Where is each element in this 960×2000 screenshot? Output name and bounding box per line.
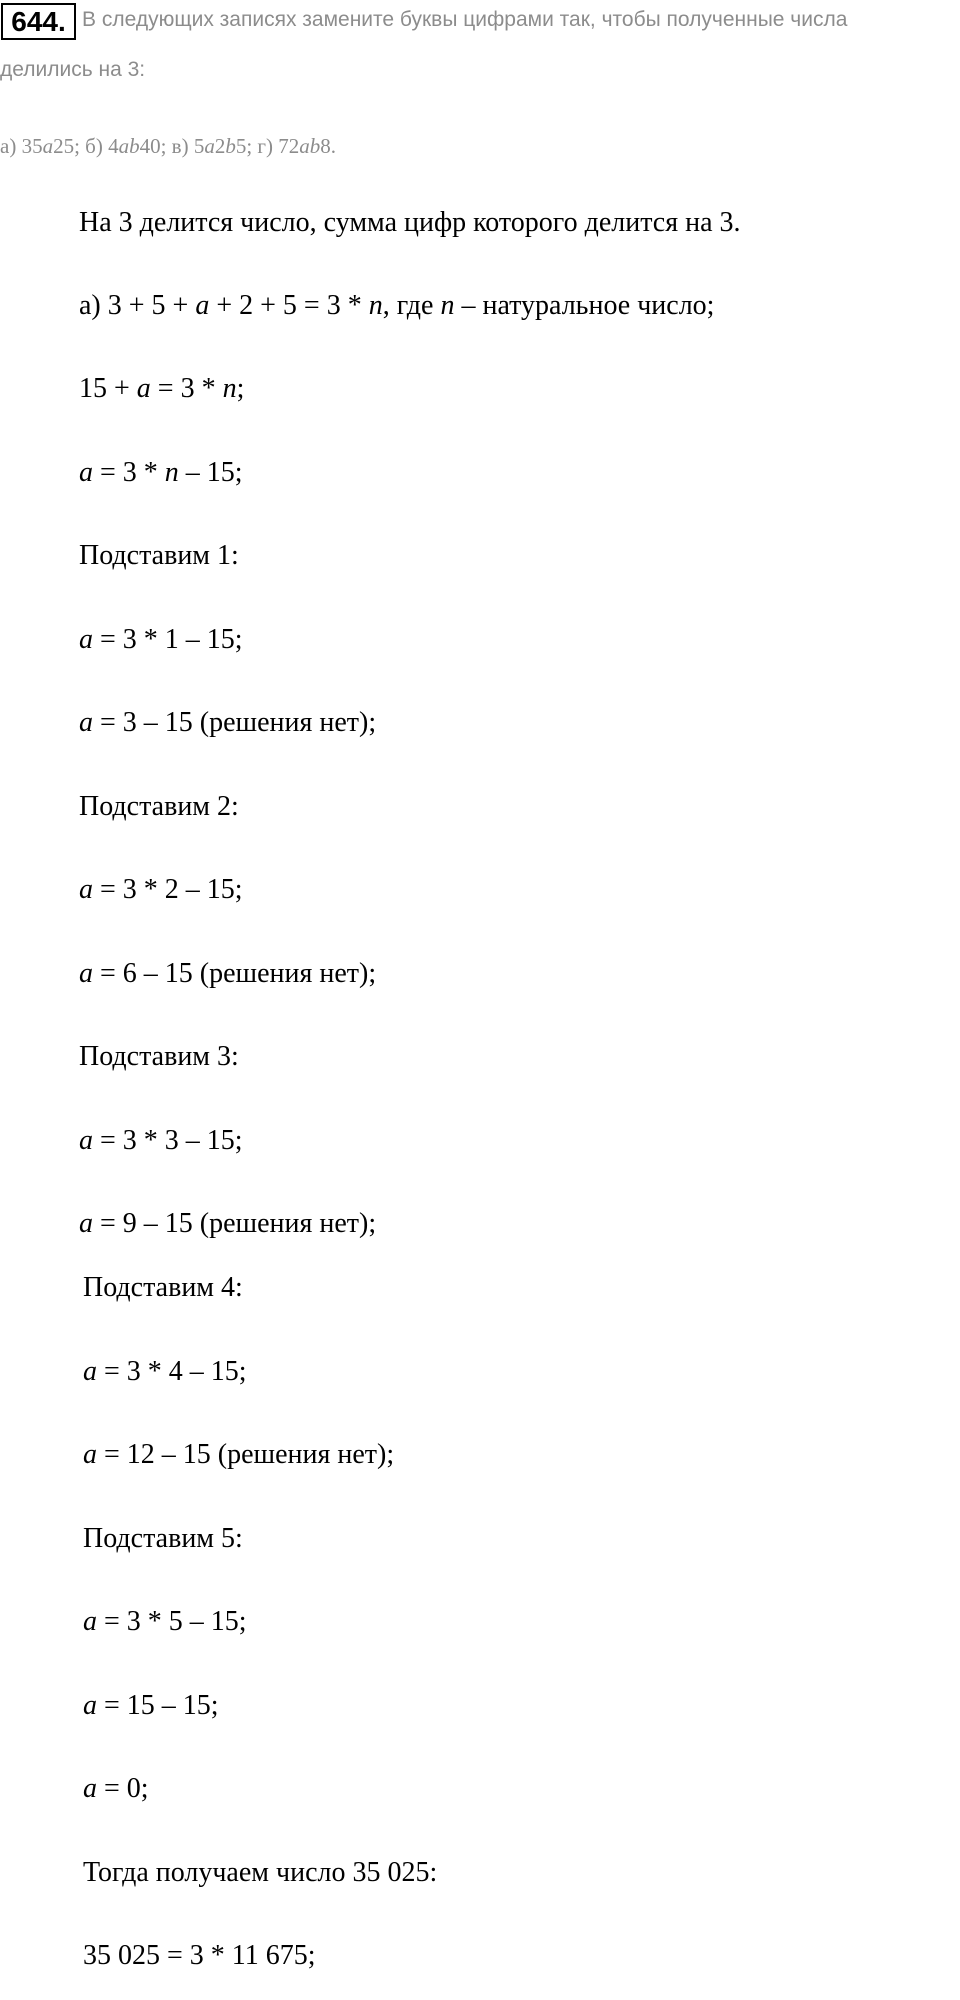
task-text-line-1: В следующих записях замените буквы цифрами так, чтобы полученные числа	[82, 8, 848, 31]
task-number-badge: 644.	[1, 3, 76, 40]
substitute-2-result: a = 6 – 15 (решения нет);	[79, 958, 377, 989]
equation-2: a = 3 * n – 15;	[79, 457, 243, 488]
divisibility-rule: На 3 делится число, сумма цифр которого делится на 3.	[79, 207, 741, 238]
task-text-line-3: а) 35a25; б) 4ab40; в) 5a2b5; г) 72ab8.	[0, 134, 337, 158]
substitute-5-simplified: a = 15 – 15;	[83, 1690, 219, 1721]
substitute-1-equation: a = 3 * 1 – 15;	[79, 624, 243, 655]
result-statement: Тогда получаем число 35 025:	[83, 1857, 438, 1888]
equation-1: 15 + a = 3 * n;	[79, 373, 245, 404]
substitute-1-result: a = 3 – 15 (решения нет);	[79, 707, 377, 738]
substitute-3-equation: a = 3 * 3 – 15;	[79, 1125, 243, 1156]
task-text-line-2: делились на 3:	[0, 58, 146, 81]
substitute-4-equation: a = 3 * 4 – 15;	[83, 1356, 247, 1387]
substitute-4-result: a = 12 – 15 (решения нет);	[83, 1439, 395, 1470]
substitute-5-equation: a = 3 * 5 – 15;	[83, 1606, 247, 1637]
substitute-4-label: Подставим 4:	[83, 1272, 243, 1303]
substitute-5-result: a = 0;	[83, 1773, 149, 1804]
substitute-1-label: Подставим 1:	[79, 540, 239, 571]
result-check: 35 025 = 3 * 11 675;	[83, 1940, 316, 1971]
substitute-2-label: Подставим 2:	[79, 791, 239, 822]
substitute-3-result: a = 9 – 15 (решения нет);	[79, 1208, 377, 1239]
substitute-5-label: Подставим 5:	[83, 1523, 243, 1554]
task-statement	[0, 0, 960, 160]
substitute-2-equation: a = 3 * 2 – 15;	[79, 874, 243, 905]
equation-a: а) 3 + 5 + a + 2 + 5 = 3 * n, где n – натуральное число;	[79, 290, 715, 321]
substitute-3-label: Подставим 3:	[79, 1041, 239, 1072]
